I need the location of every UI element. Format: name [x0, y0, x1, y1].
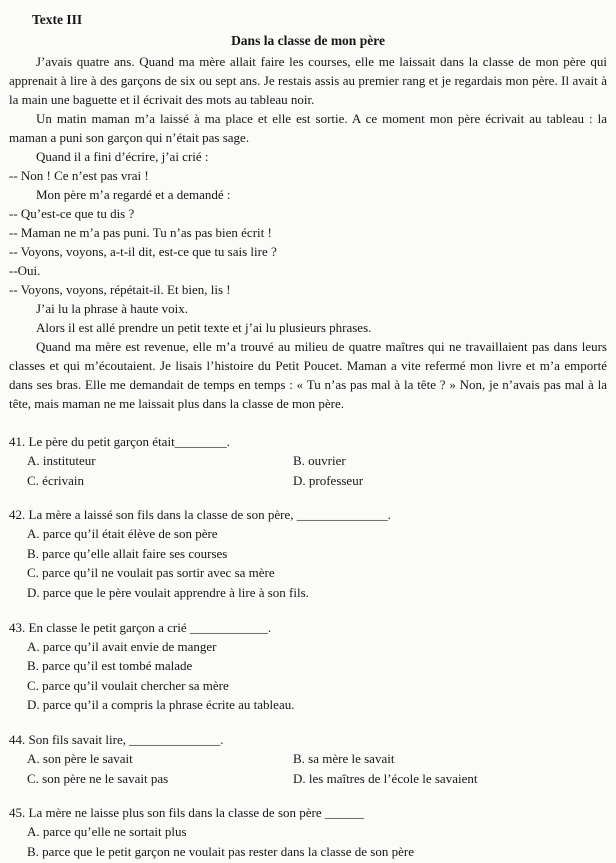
passage-dialogue-line: -- Voyons, voyons, répétait-il. Et bien, lis ! [9, 282, 231, 297]
options-list [9, 822, 607, 861]
question-stem [9, 618, 607, 637]
option-label: B. [27, 843, 39, 859]
option-text: parce qu’elle allait faire ses courses [42, 545, 228, 561]
passage-dialogue-line: --Oui. [9, 263, 41, 278]
question-43 [9, 618, 607, 715]
passage-paragraph: Mon père m’a regardé et a demandé : [36, 187, 231, 202]
option-label: D. [293, 472, 306, 488]
option-text: parce que le père voulait apprendre à lire à son fils. [42, 584, 309, 600]
option-text: parce qu’il ne voulait pas sortir avec sa mère [42, 565, 275, 581]
option-text: parce qu’il voulait chercher sa mère [42, 677, 229, 693]
option-label: B. [27, 545, 39, 561]
option-text: ouvrier [308, 453, 346, 468]
option-label: B. [293, 750, 305, 766]
passage-dialogue-line: -- Voyons, voyons, a-t-il dit, est-ce que tu sais lire ? [9, 244, 277, 259]
option-41-C [27, 471, 293, 491]
options-list [9, 749, 607, 788]
option-42-A [27, 524, 607, 544]
option-label: A. [27, 638, 40, 654]
option-text: parce qu’il est tombé malade [42, 658, 193, 674]
option-label: A. [27, 750, 40, 766]
option-label: C. [27, 677, 39, 693]
passage-dialogue-line: -- Qu’est-ce que tu dis ? [9, 206, 135, 221]
section-label: Texte III [32, 12, 83, 27]
option-label: D. [293, 770, 306, 786]
question-number: 43. [9, 619, 26, 635]
option-text: les maîtres de l’école le savaient [308, 770, 478, 786]
passage-paragraph: Quand ma mère est revenue, elle m’a trouvé au milieu de quatre maîtres qui ne travaillaient pas dans leurs classes et qui m’écoutaient. Je lisais l’histoire du Petit Poucet. Maman a vite refermé mon livre et m’a emporté dans ses bras. Elle me demandait de temps en temps : « Tu n’as pas mal à la tête ? » Non, je n’avais pas mal à la tête, mais maman ne me laissait plus dans la classe de mon père. [9, 339, 607, 411]
option-label: C. [27, 472, 39, 488]
option-42-C [27, 563, 607, 583]
option-text: professeur [308, 472, 364, 488]
question-44 [9, 730, 607, 788]
option-label: C. [27, 565, 39, 581]
passage-title: Dans la classe de mon père [231, 33, 385, 48]
question-number: 42. [9, 507, 26, 523]
option-label: D. [27, 697, 40, 713]
option-41-A [27, 451, 293, 471]
option-label: B. [293, 453, 305, 468]
option-44-D [293, 769, 607, 789]
passage-paragraph: Quand il a fini d’écrire, j’ai crié : [36, 149, 209, 164]
question-stem [9, 803, 607, 822]
option-41-B [293, 451, 607, 471]
option-43-D [27, 695, 607, 715]
option-label: B. [27, 658, 39, 674]
option-44-C [27, 769, 293, 789]
passage [9, 52, 607, 413]
option-label: A. [27, 526, 40, 542]
option-text: parce qu’il a compris la phrase écrite au tableau. [42, 697, 295, 713]
option-42-D [27, 583, 607, 603]
passage-paragraph: J’ai lu la phrase à haute voix. [36, 301, 188, 316]
option-text: instituteur [42, 453, 96, 468]
option-44-B [293, 749, 607, 769]
passage-dialogue-line: -- Maman ne m’a pas puni. Tu n’as pas bien écrit ! [9, 225, 272, 240]
option-text: parce que le petit garçon ne voulait pas rester dans la classe de son père [42, 843, 414, 859]
options-list [9, 637, 607, 715]
question-stem-text: Le père du petit garçon était________. [28, 434, 230, 449]
option-text: parce qu’il était élève de son père [42, 526, 218, 542]
option-43-C [27, 676, 607, 696]
passage-paragraph: Un matin maman m’a laissé à ma place et elle est sortie. A ce moment mon père écrivait au tableau : la maman a puni son garçon qui n’était pas sage. [9, 111, 607, 145]
question-number: 45. [9, 805, 26, 821]
option-text: sa mère le savait [308, 750, 395, 766]
option-43-A [27, 637, 607, 657]
option-44-A [27, 749, 293, 769]
question-stem-text: En classe le petit garçon a crié ____________. [28, 619, 272, 635]
option-43-B [27, 656, 607, 676]
question-stem-text: La mère a laissé son fils dans la classe de son père, ______________. [28, 507, 391, 523]
question-45 [9, 803, 607, 861]
question-stem-text: La mère ne laisse plus son fils dans la classe de son père ______ [28, 805, 364, 821]
question-number: 41. [9, 434, 26, 449]
option-label: A. [27, 824, 40, 840]
passage-paragraph: J’avais quatre ans. Quand ma mère allait faire les courses, elle me laissait dans la classe de mon père qui apprenait à lire à des garçons de six ou sept ans. Je restais assis au premier rang et je regardais mon père. Il avait à la main une baguette et il écrivait des mots au tableau noir. [9, 54, 607, 107]
option-text: parce qu’elle ne sortait plus [42, 824, 187, 840]
options-list [9, 451, 607, 490]
passage-dialogue-line: -- Non ! Ce n’est pas vrai ! [9, 168, 149, 183]
option-text: son père le savait [42, 750, 133, 766]
question-stem [9, 505, 607, 524]
question-42 [9, 505, 607, 602]
option-45-B [27, 842, 607, 862]
question-stem-text: Son fils savait lire, ______________. [28, 731, 224, 747]
question-stem [9, 730, 607, 749]
options-list [9, 524, 607, 602]
option-41-D [293, 471, 607, 491]
option-text: son père ne le savait pas [42, 770, 169, 786]
passage-paragraph: Alors il est allé prendre un petit texte et j’ai lu plusieurs phrases. [36, 320, 372, 335]
question-41 [9, 432, 607, 490]
option-label: D. [27, 584, 40, 600]
option-42-B [27, 544, 607, 564]
option-45-A [27, 822, 607, 842]
question-stem [9, 432, 607, 451]
option-label: A. [27, 453, 40, 468]
option-label: C. [27, 770, 39, 786]
option-text: parce qu’il avait envie de manger [42, 638, 217, 654]
questions-section [9, 432, 607, 861]
option-text: écrivain [42, 472, 85, 488]
question-number: 44. [9, 731, 26, 747]
